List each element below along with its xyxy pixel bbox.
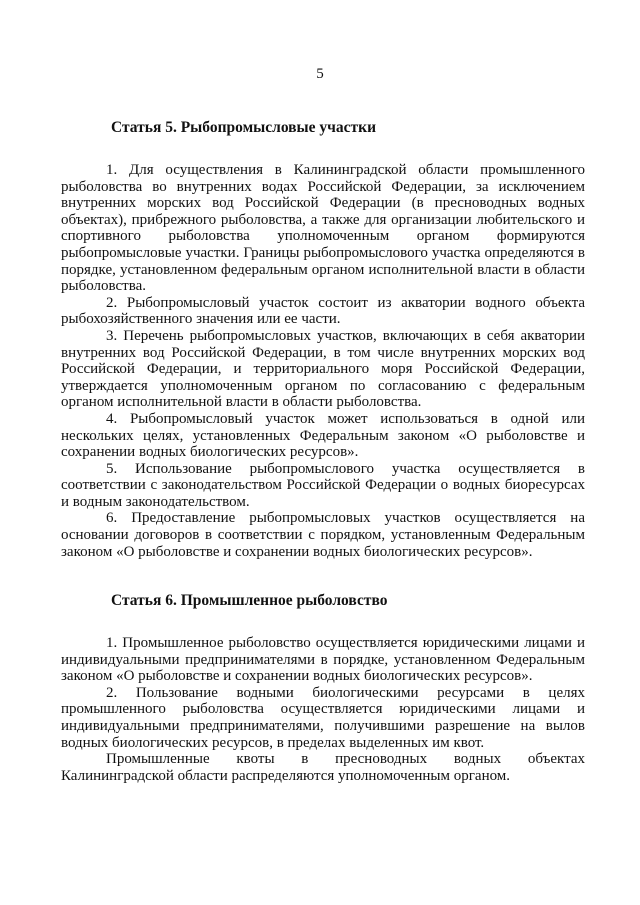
article-5-paragraph-3: 3. Перечень рыбопромысловых участков, включающих в себя акватории внутренних вод Российской Федерации, в том числе внутренних морских вод Российской Федерации, и территориального моря Российской Федерации, утверждается уполномоченным органом по согласованию с федеральным органом исполнительной власти в области рыболовства. xyxy=(61,327,585,411)
article-5-paragraph-6: 6. Предоставление рыбопромысловых участков осуществляется на основании договоров в соответствии с порядком, установленным Федеральным законом «О рыболовстве и сохранении водных биологических ресурсов». xyxy=(61,510,585,560)
article-5-title: Статья 5. Рыбопромысловые участки xyxy=(111,119,377,136)
article-6-paragraph-3: Промышленные квоты в пресноводных водных объектах Калининградской области распределяются уполномоченным органом. xyxy=(61,751,585,784)
article-6-paragraph-1: 1. Промышленное рыболовство осуществляется юридическими лицами и индивидуальными предпринимателями в порядке, установленном Федеральным законом «О рыболовстве и сохранении водных биологических ресурсов». xyxy=(61,635,585,685)
article-6 xyxy=(61,592,585,784)
page-number: 5 xyxy=(316,66,324,82)
article-5-paragraph-5: 5. Использование рыбопромыслового участка осуществляется в соответствии с законодательством Российской Федерации о водных биоресурсах и водным законодательством. xyxy=(61,460,585,510)
article-5 xyxy=(61,119,585,560)
article-5-paragraph-2: 2. Рыбопромысловый участок состоит из акватории водного объекта рыбохозяйственного значения или ее части. xyxy=(61,294,585,328)
article-5-paragraph-1: 1. Для осуществления в Калининградской области промышленного рыболовства во внутренних водах Российской Федерации, за исключением внутренних морских вод Российской Федерации (в пресноводных водных объектах), прибрежного рыболовства, а также для организации любительского и спортивного рыболовства уполномоченным органом формируются рыбопромысловые участки. Границы рыбопромыслового участка определяются в порядке, установленном федеральным органом исполнительной власти в области рыболовства. xyxy=(61,162,585,295)
article-6-paragraph-2: 2. Пользование водными биологическими ресурсами в целях промышленного рыболовства осуществляется юридическими лицами и индивидуальными предпринимателями, получившими разрешение на вылов водных биологических ресурсов, в пределах выделенных им квот. xyxy=(61,684,585,751)
article-6-title: Статья 6. Промышленное рыболовство xyxy=(111,592,388,609)
article-5-paragraph-4: 4. Рыбопромысловый участок может использоваться в одной или нескольких целях, установленных Федеральным законом «О рыболовстве и сохранении водных биологических ресурсов». xyxy=(61,410,585,461)
